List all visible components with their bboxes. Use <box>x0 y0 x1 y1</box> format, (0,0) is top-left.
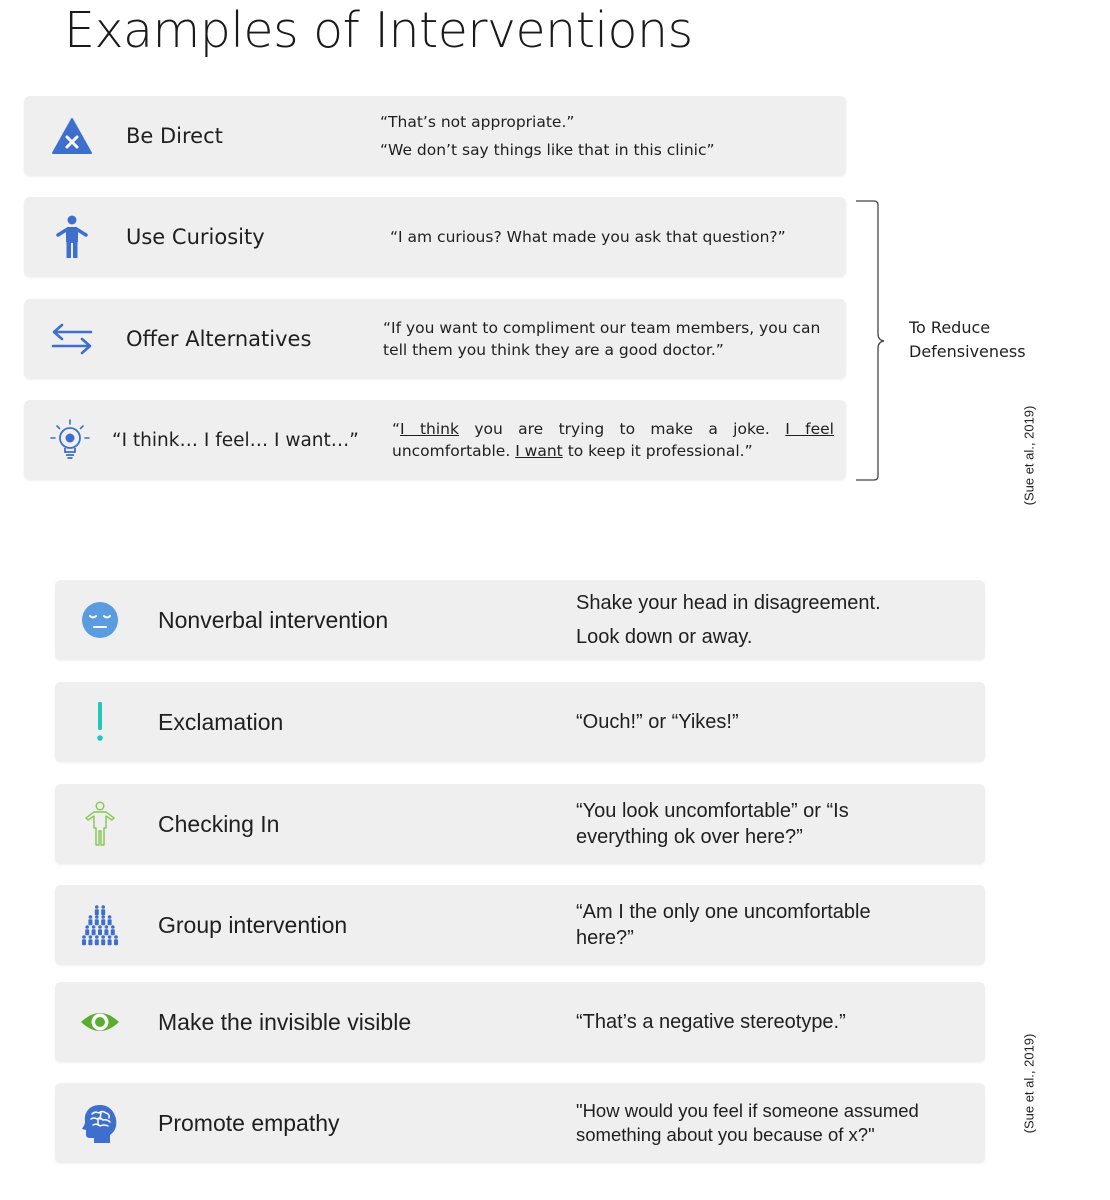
card-label: Use Curiosity <box>126 225 265 249</box>
page-title: Examples of Interventions <box>64 2 693 59</box>
card-checking-in <box>55 784 985 864</box>
card-quote <box>576 682 976 762</box>
underlined-i-want: I want <box>515 442 563 460</box>
card-i-statements <box>24 400 846 480</box>
quote-line: "How would you feel if someone assumed <box>576 1100 919 1121</box>
card-use-curiosity <box>24 197 846 277</box>
card-offer-alternatives <box>24 299 846 379</box>
card-quote <box>380 96 715 176</box>
quote-line <box>392 440 834 462</box>
card-label: Group intervention <box>158 911 348 938</box>
exclamation-icon <box>77 698 123 746</box>
quote-line <box>392 418 834 440</box>
quote-line: “Ouch!” or “Yikes!” <box>576 711 739 733</box>
card-label: Nonverbal intervention <box>158 606 389 633</box>
quote-line: “Am I the only one uncomfortable <box>576 901 871 923</box>
card-quote <box>576 982 976 1062</box>
face-icon <box>77 596 123 644</box>
quote-line: “That’s not appropriate.” <box>380 113 575 131</box>
card-label: Offer Alternatives <box>126 327 312 351</box>
bracket-label-line: To Reduce <box>909 318 991 337</box>
card-quote <box>576 885 976 965</box>
person-shrug-icon <box>50 213 94 261</box>
bracket-label <box>909 316 1026 364</box>
quote-line: Shake your head in disagreement. <box>576 592 881 614</box>
quote-line: tell them you think they are a good doctor.” <box>383 341 724 359</box>
card-label: Promote empathy <box>158 1109 340 1136</box>
quote-open: “ <box>392 420 401 438</box>
person-outline-icon <box>77 800 123 848</box>
citation: (Sue et al., 2019) <box>1021 1033 1037 1134</box>
quote-text: uncomfortable. <box>392 442 516 460</box>
card-quote <box>576 784 976 864</box>
quote-text: you are trying to make a joke. <box>458 420 786 438</box>
card-quote <box>392 400 834 480</box>
warning-triangle-x-icon <box>50 112 94 160</box>
bracket-label-line: Defensiveness <box>909 342 1026 361</box>
card-label: Checking In <box>158 810 280 837</box>
card-label: “I think… I feel… I want…” <box>112 429 359 451</box>
card-empathy <box>55 1083 985 1163</box>
card-quote <box>576 1083 976 1163</box>
card-quote <box>576 580 976 660</box>
quote-line: “You look uncomfortable” or “Is <box>576 800 849 822</box>
lightbulb-icon <box>48 416 92 464</box>
card-quote <box>383 299 820 379</box>
quote-line: “I am curious? What made you ask that question?” <box>390 228 786 246</box>
card-label: Make the invisible visible <box>158 1008 412 1035</box>
eye-icon <box>77 998 123 1046</box>
crowd-icon <box>77 901 123 949</box>
quote-line: here?” <box>576 927 634 949</box>
card-quote <box>390 197 786 277</box>
card-group <box>55 885 985 965</box>
citation: (Sue et al., 2019) <box>1021 405 1037 506</box>
card-invisible-visible <box>55 982 985 1062</box>
brain-head-icon <box>77 1099 123 1147</box>
quote-line: Look down or away. <box>576 626 753 648</box>
swap-arrows-icon <box>50 315 94 363</box>
underlined-i-feel: I feel <box>785 420 834 438</box>
quote-line: “We don’t say things like that in this clinic” <box>380 141 715 159</box>
card-nonverbal <box>55 580 985 660</box>
quote-text: to keep it professional.” <box>562 442 753 460</box>
card-exclamation <box>55 682 985 762</box>
quote-line: something about you because of x?" <box>576 1124 875 1145</box>
card-be-direct <box>24 96 846 176</box>
quote-line: “That’s a negative stereotype.” <box>576 1011 846 1033</box>
curly-bracket <box>852 198 892 484</box>
card-label: Be Direct <box>126 124 223 148</box>
quote-line: everything ok over here?” <box>576 826 803 848</box>
card-label: Exclamation <box>158 708 284 735</box>
underlined-i-think: I think <box>400 420 459 438</box>
quote-line: “If you want to compliment our team members, you can <box>383 319 821 337</box>
